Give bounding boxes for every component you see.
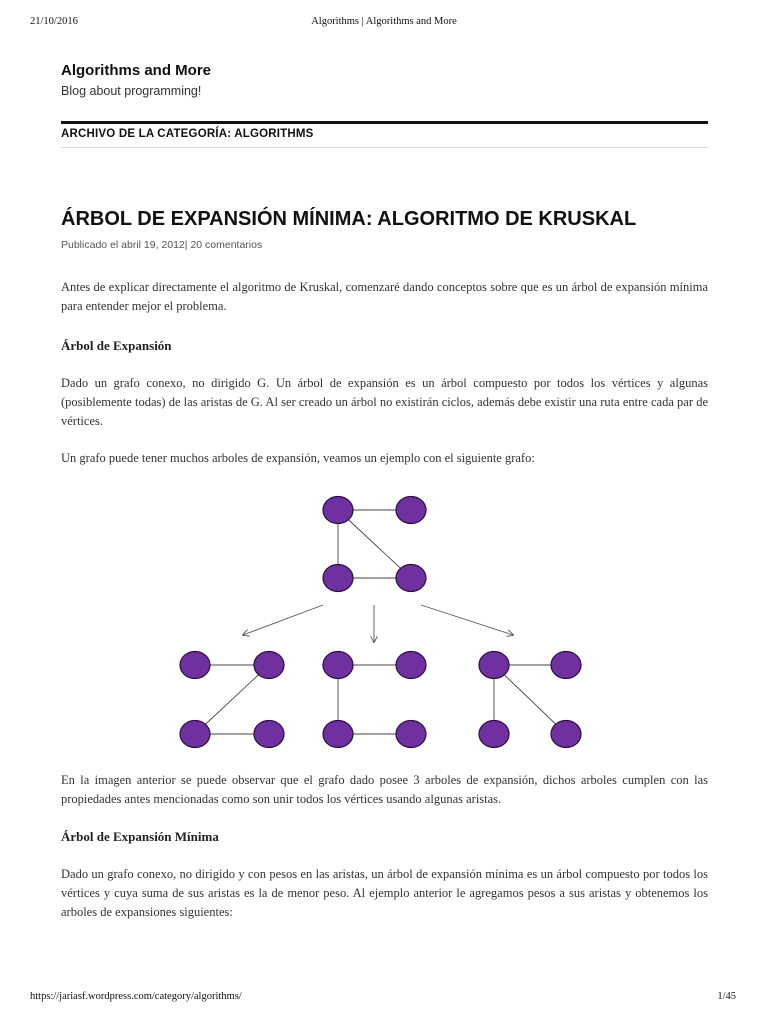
spanning-tree-3-vertex (479, 721, 509, 748)
archive-divider (61, 147, 708, 148)
section-heading (61, 827, 708, 846)
spanning-tree-3-vertex (479, 652, 509, 679)
spanning-trees-figure (170, 490, 600, 755)
spanning-tree-3-vertex (551, 652, 581, 679)
section-heading (61, 336, 708, 355)
graph-nodes (180, 497, 581, 748)
post-paragraph (61, 771, 708, 809)
site-description: Blog about programming! (61, 84, 202, 98)
derivation-arrow (421, 605, 513, 635)
print-url: https://jariasf.wordpress.com/category/algorithms/ (30, 991, 242, 1002)
spanning-tree-2-vertex (396, 652, 426, 679)
spanning-tree-1-vertex (254, 652, 284, 679)
paragraph-example: Un grafo puede tener muchos arboles de expansión, veamos un ejemplo con el siguiente grafo: (61, 451, 535, 465)
post-paragraph (61, 278, 708, 316)
original-graph-edge (338, 510, 411, 578)
post-meta (61, 239, 262, 251)
spanning-tree-3-edge (494, 665, 566, 734)
comments-link[interactable]: 20 comentarios (190, 239, 263, 251)
archive-title: ARCHIVO DE LA CATEGORÍA: ALGORITHMS (61, 128, 314, 140)
paragraph-definition: Dado un grafo conexo, no dirigido G. Un árbol de expansión es un árbol compuesto por todos los vértices y algunas (posiblemente todas) de las aristas de G. Al ser creado un árbol no existirán ciclos, además debe existir una ruta entre cada par de vértices. (61, 376, 708, 428)
derivation-arrows (243, 605, 513, 642)
graph-edges (195, 510, 566, 734)
print-page-title: Algorithms | Algorithms and More (311, 16, 457, 27)
post-paragraph (61, 865, 708, 922)
original-graph-vertex (396, 565, 426, 592)
post-title[interactable]: ÁRBOL DE EXPANSIÓN MÍNIMA: ALGORITMO DE KRUSKAL (61, 208, 637, 230)
site-title[interactable]: Algorithms and More (61, 62, 212, 79)
spanning-tree-1-vertex (254, 721, 284, 748)
paragraph-observation: En la imagen anterior se puede observar que el grafo dado posee 3 arboles de expansión, dichos arboles cumplen con las propiedades antes mencionadas como son unir todos los vértices usando algunas aristas. (61, 773, 708, 806)
paragraph-mst-definition: Dado un grafo conexo, no dirigido y con pesos en las aristas, un árbol de expansión mínima es un árbol compuesto por todos los vértices y cuya suma de sus aristas es la de menor peso. Al ejemplo anterior le agregamos pesos a sus aristas y obtenemos los arboles de expansiones siguientes: (61, 867, 708, 919)
spanning-tree-1-vertex (180, 652, 210, 679)
original-graph-vertex (396, 497, 426, 524)
original-graph-vertex (323, 497, 353, 524)
original-graph-vertex (323, 565, 353, 592)
print-page-number: 1/45 (717, 991, 736, 1002)
post-date-link[interactable]: abril 19, 2012 (121, 239, 185, 251)
print-date: 21/10/2016 (30, 16, 78, 27)
paragraph-intro: Antes de explicar directamente el algoritmo de Kruskal, comenzaré dando conceptos sobre que es un árbol de expansión mínima para entender mejor el problema. (61, 280, 708, 313)
spanning-tree-2-vertex (323, 652, 353, 679)
spanning-tree-1-edge (195, 665, 269, 734)
meta-separator: | (184, 239, 188, 251)
post-paragraph (61, 374, 708, 431)
spanning-tree-2-vertex (396, 721, 426, 748)
print-header (0, 16, 768, 32)
heading-minimum-spanning-tree: Árbol de Expansión Mínima (61, 829, 219, 844)
header-divider (61, 121, 708, 124)
post-paragraph (61, 449, 708, 468)
spanning-tree-1-vertex (180, 721, 210, 748)
heading-spanning-tree: Árbol de Expansión (61, 338, 172, 353)
derivation-arrow (243, 605, 323, 635)
post-meta-prefix: Publicado el (61, 239, 119, 251)
spanning-tree-2-vertex (323, 721, 353, 748)
spanning-tree-3-vertex (551, 721, 581, 748)
